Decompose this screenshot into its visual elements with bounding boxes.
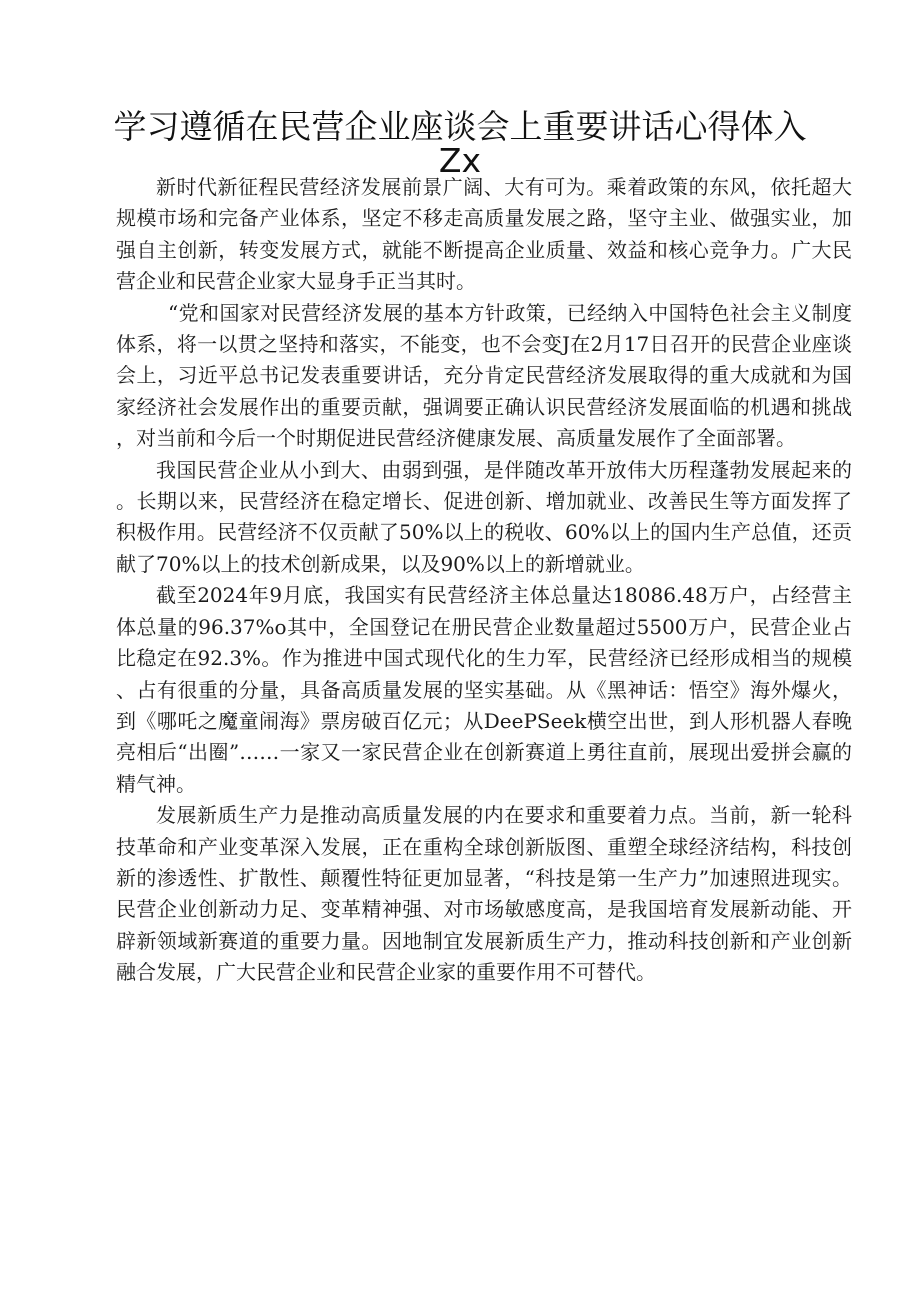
paragraph: 发展新质生产力是推动高质量发展的内在要求和重要着力点。当前，新一轮科技革命和产业变革深入发展，正在重构全球创新版图、重塑全球经济结构，科技创新的渗透性、扩散性、颠覆性特征更加显著，“科技是第一生产力”加速照进现实。民营企业创新动力足、变革精神强、对市场敏感度高，是我国培育发展新动能、开辟新领域新赛道的重要力量。因地制宜发展新质生产力，推动科技创新和产业创新融合发展，广大民营企业和民营企业家的重要作用不可替代。 [116,803,852,985]
document-title: 学习遵循在民营企业座谈会上重要讲话心得体入Zx [113,107,807,180]
paragraph: 新时代新征程民营经济发展前景广阔、大有可为。乘着政策的东风，依托超大规模市场和完备产业体系，坚定不移走高质量发展之路，坚守主业、做强实业，加强自主创新，转变发展方式，就能不断提高企业质量、效益和核心竞争力。广大民营企业和民营企业家大显身手正当其时。 [116,175,852,294]
document-body [116,172,852,989]
paragraph: 我国民营企业从小到大、由弱到强，是伴随改革开放伟大历程蓬勃发展起来的。长期以来，民营经济在稳定增长、促进创新、增加就业、改善民生等方面发挥了积极作用。民营经济不仅贡献了50%以上的税收、60%以上的国内生产总值，还贡献了70%以上的技术创新成果，以及90%以上的新增就业。 [116,457,852,576]
paragraph: “党和国家对民营经济发展的基本方针政策，已经纳入中国特色社会主义制度体系，将一以贯之坚持和落实，不能变，也不会变J在2月17日召开的民营企业座谈会上，习近平总书记发表重要讲话，充分肯定民营经济发展取得的重大成就和为国家经济社会发展作出的重要贡献，强调要正确认识民营经济发展面临的机遇和挑战，对当前和今后一个时期促进民营经济健康发展、高质量发展作了全面部署。 [116,300,852,451]
paragraph: 截至2024年9月底，我国实有民营经济主体总量达18086.48万户，占经营主体总量的96.37%o其中，全国登记在册民营企业数量超过5500万户，民营企业占比稳定在92.3%。作为推进中国式现代化的生力军，民营经济已经形成相当的规模、占有很重的分量，具备高质量发展的坚实基础。从《黑神话：悟空》海外爆火，到《哪吒之魔童闹海》票房破百亿元；从DeePSeek横空出世，到人形机器人春晚亮相后“出圈”……一家又一家民营企业在创新赛道上勇往直前，展现出爱拼会赢的精气神。 [116,583,852,796]
